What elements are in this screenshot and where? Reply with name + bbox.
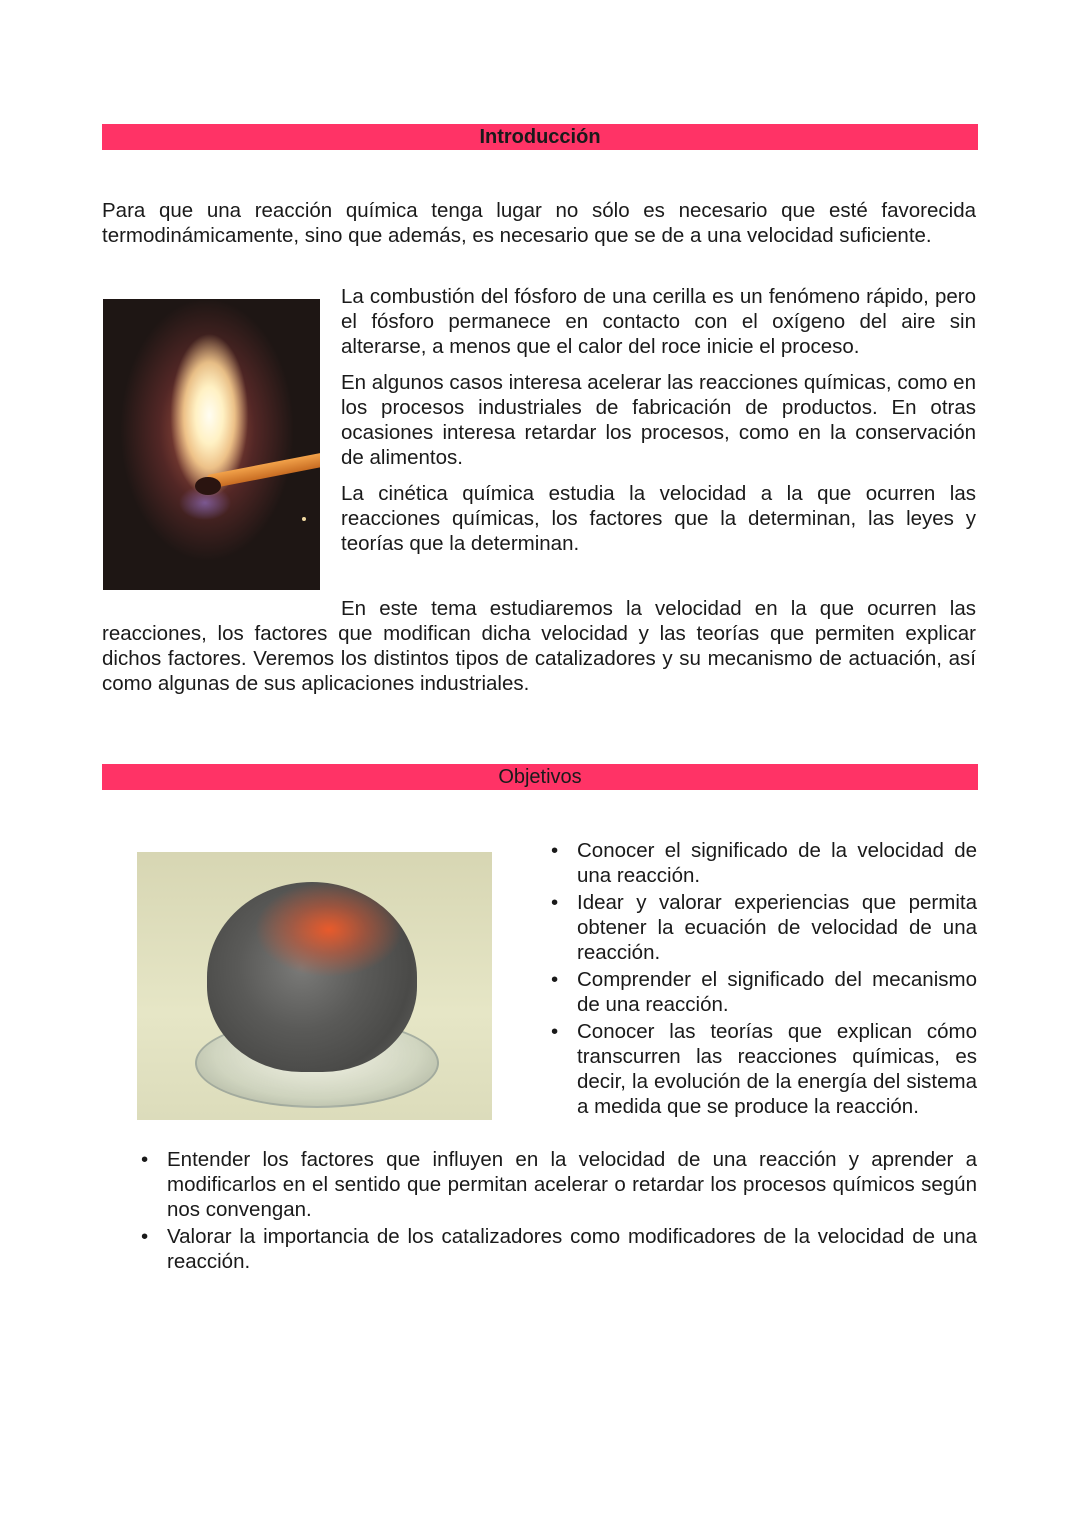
objective-item: • Conocer el significado de la velocidad de una reacción. bbox=[577, 838, 977, 888]
objectives-list-full bbox=[167, 1147, 977, 1276]
combustion-paragraph: La combustión del fósforo de una cerilla es un fenómeno rápido, pero el fósforo permanece en contacto con el oxígeno del aire sin alterarse, a menos que el calor del roce inicie el proceso. bbox=[341, 285, 976, 358]
objective-item: • Conocer las teorías que explican cómo transcurren las reacciones químicas, es decir, la evolución de la energía del sistema a medida que se produce la reacción. bbox=[577, 1019, 977, 1119]
kinetics-paragraph: La cinética química estudia la velocidad a la que ocurren las reacciones químicas, los factores que la determinan, las leyes y teorías que la determinan. bbox=[341, 482, 976, 555]
section-heading-introduccion: Introducción bbox=[102, 124, 978, 150]
topic-paragraph: En este tema estudiaremos la velocidad en la que ocurren las reacciones, los factores que modifican dicha velocidad y las teorías que permiten explicar dichos factores. Veremos los distintos tipos de catalizadores y su mecanismo de actuación, así como algunas de sus aplicaciones industriales. bbox=[102, 597, 976, 695]
objective-item: • Valorar la importancia de los catalizadores como modificadores de la velocidad de una reacción. bbox=[167, 1224, 977, 1274]
objectives-list-right bbox=[577, 838, 977, 1121]
steel-wool-ball bbox=[207, 882, 417, 1072]
match-stick bbox=[207, 450, 320, 489]
objective-item: • Comprender el significado del mecanismo de una reacción. bbox=[577, 967, 977, 1017]
section-heading-objetivos: Objetivos bbox=[102, 764, 978, 790]
match-head bbox=[195, 477, 221, 495]
accelerate-paragraph: En algunos casos interesa acelerar las reacciones químicas, como en los procesos industriales de fabricación de productos. En otras ocasiones interesa retardar los procesos, como en la conservación de alimentos. bbox=[341, 371, 976, 469]
objective-item: • Entender los factores que influyen en la velocidad de una reacción y aprender a modificarlos en el sentido que permitan acelerar o retardar los procesos químicos según nos convengan. bbox=[167, 1147, 977, 1222]
match-flame-photo bbox=[103, 299, 320, 590]
intro-paragraph: Para que una reacción química tenga lugar no sólo es necesario que esté favorecida termodinámicamente, sino que además, es necesario que se de a una velocidad suficiente. bbox=[102, 199, 976, 247]
ember-spark bbox=[302, 517, 306, 521]
objective-item: • Idear y valorar experiencias que permita obtener la ecuación de velocidad de una reacción. bbox=[577, 890, 977, 965]
steel-wool-photo bbox=[137, 852, 492, 1120]
